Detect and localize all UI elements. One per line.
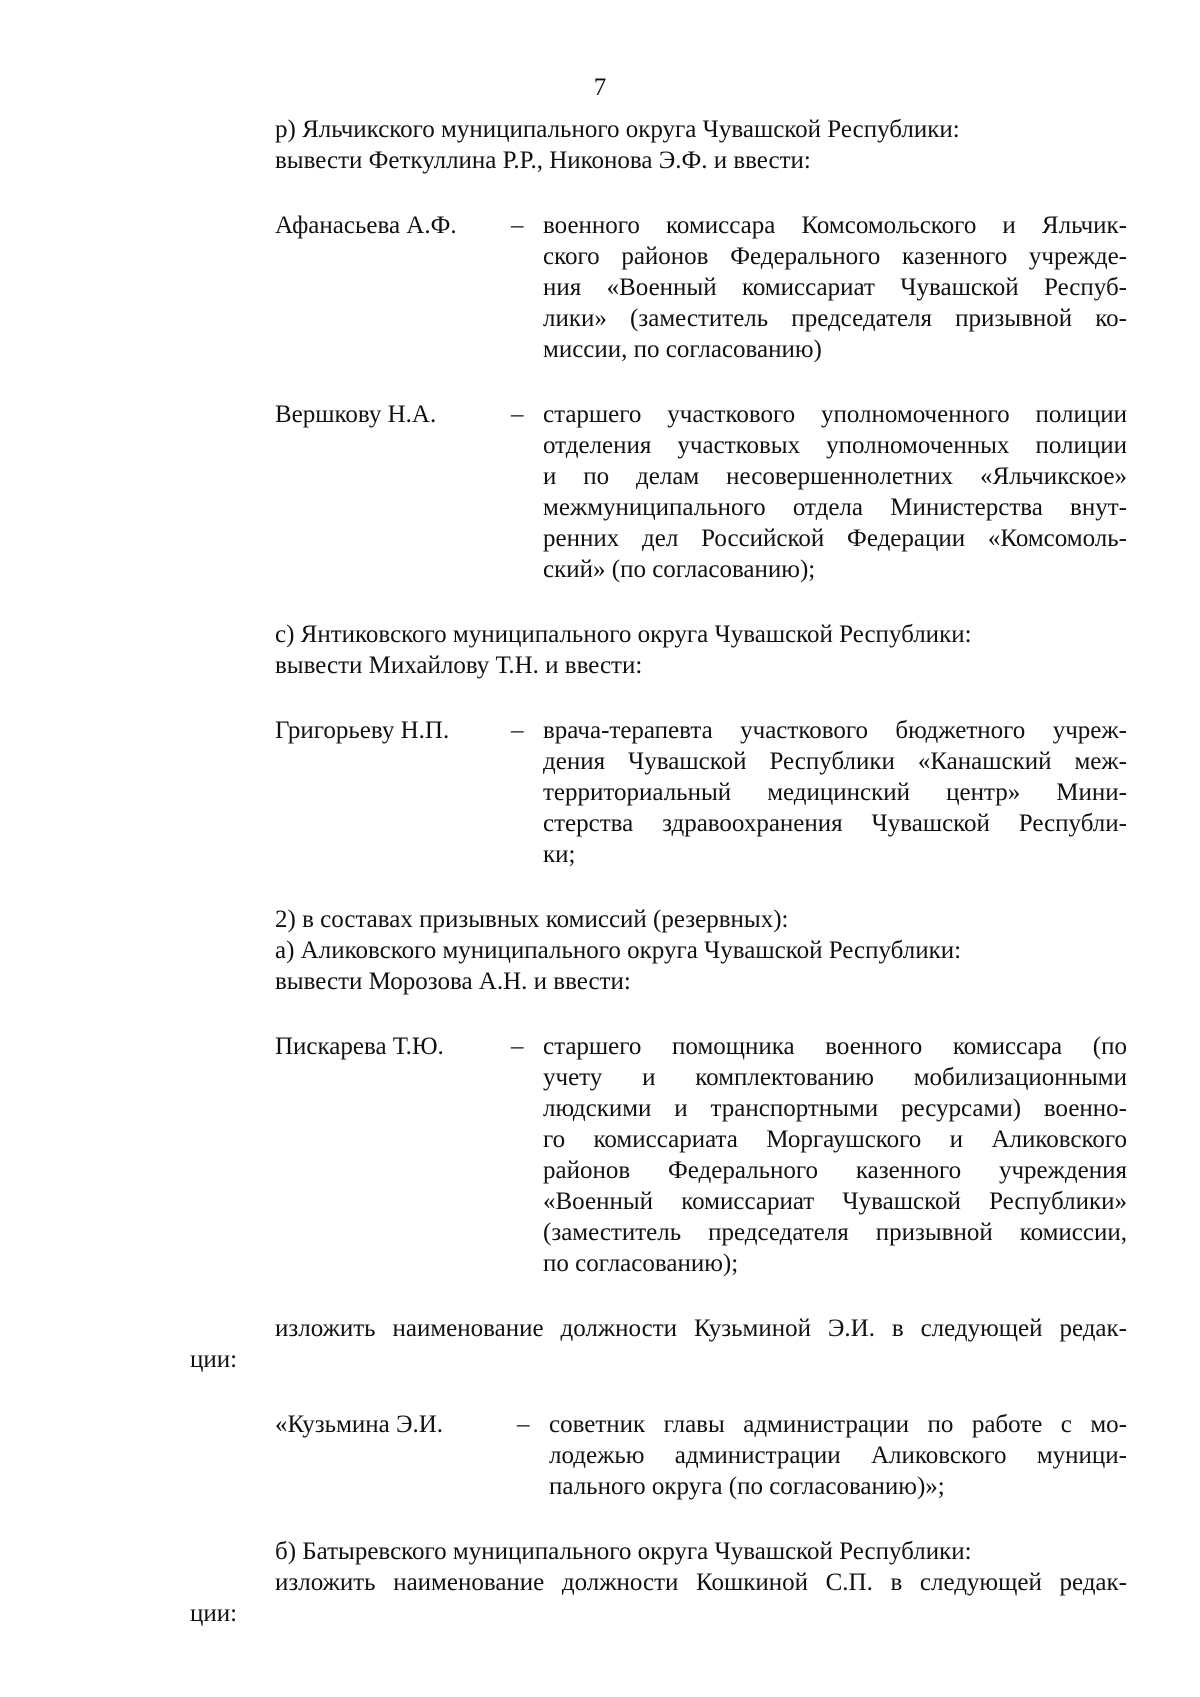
entry-afanasyeva <box>190 210 1127 365</box>
entry-person: Вершкову Н.А. <box>275 401 437 428</box>
desc-line: территориальный медицинский центр» Мини- <box>543 779 1127 806</box>
entry-dash: – <box>511 212 524 239</box>
entry-dash: – <box>511 1033 524 1060</box>
desc-line: учету и комплектованию мобилизационными <box>543 1064 1127 1091</box>
section-b-heading: б) Батыревского муниципального округа Чувашской Республики: <box>275 1538 972 1565</box>
entry-description <box>543 1031 1127 1279</box>
entry-person: Григорьеву Н.П. <box>275 717 450 744</box>
section-r-heading: р) Яльчикского муниципального округа Чувашской Республики: <box>275 116 960 143</box>
desc-line: го комиссариата Моргаушского и Аликовского <box>543 1126 1127 1153</box>
desc-line: людскими и транспортными ресурсами) военно- <box>543 1095 1127 1122</box>
desc-line: лики» (заместитель председателя призывной ко- <box>543 305 1127 332</box>
entry-description <box>543 210 1127 365</box>
desc-line: ренних дел Российской Федерации «Комсомоль- <box>543 525 1127 552</box>
section-s-heading: с) Янтиковского муниципального округа Чувашской Республики: <box>275 621 972 648</box>
desc-line: старшего участкового уполномоченного полиции <box>543 401 1127 428</box>
desc-line: ский» (по согласованию); <box>543 556 816 583</box>
entry-person: Пискарева Т.Ю. <box>275 1033 444 1060</box>
desc-line: и по делам несовершеннолетних «Яльчикское» <box>543 463 1127 490</box>
entry-dash: – <box>517 1411 530 1438</box>
entry-dash: – <box>511 717 524 744</box>
desc-line: старшего помощника военного комиссара (по <box>543 1033 1127 1060</box>
desc-line: стерства здравоохранения Чувашской Республи- <box>543 810 1127 837</box>
entry-grigoryeva <box>190 715 1127 870</box>
desc-line: районов Федерального казенного учреждения <box>543 1157 1127 1184</box>
entry-description <box>543 399 1127 585</box>
rename-kuzmina-line2: ции: <box>190 1346 238 1373</box>
desc-line: «Военный комиссариат Чувашской Республики» <box>543 1188 1127 1215</box>
desc-line: по согласованию); <box>543 1250 739 1277</box>
section-2-heading: 2) в составах призывных комиссий (резервных): <box>275 906 789 933</box>
section-2-subheading: а) Аликовского муниципального округа Чувашской Республики: <box>275 937 962 964</box>
section-2-instruction: вывести Морозова А.Н. и ввести: <box>275 968 631 995</box>
page-number: 7 <box>593 74 607 101</box>
desc-line: лодежью администрации Аликовского муници- <box>549 1442 1127 1469</box>
desc-line: военного комиссара Комсомольского и Яльчик- <box>543 212 1127 239</box>
rename-kuzmina-line1: изложить наименование должности Кузьминой Э.И. в следующей редак- <box>275 1315 1127 1342</box>
entry-dash: – <box>511 401 524 428</box>
desc-line: межмуниципального отдела Министерства внут- <box>543 494 1127 521</box>
entry-description <box>543 715 1127 870</box>
desc-line: врача-терапевта участкового бюджетного учреж- <box>543 717 1127 744</box>
desc-line: отделения участковых уполномоченных полиции <box>543 432 1127 459</box>
section-r-instruction: вывести Феткуллина Р.Р., Никонова Э.Ф. и ввести: <box>275 147 811 174</box>
rename-koshkina-line1: изложить наименование должности Кошкиной С.П. в следующей редак- <box>275 1569 1127 1596</box>
entry-vershkova <box>190 399 1127 585</box>
entry-person: «Кузьмина Э.И. <box>275 1411 444 1438</box>
desc-line: ки; <box>543 841 576 868</box>
rename-koshkina-line2: ции: <box>190 1600 238 1627</box>
entry-piskareva <box>190 1031 1127 1279</box>
desc-line: дения Чувашской Республики «Канашский меж- <box>543 748 1127 775</box>
desc-line: пального округа (по согласованию)»; <box>549 1473 945 1500</box>
desc-line: советник главы администрации по работе с мо- <box>549 1411 1127 1438</box>
desc-line: миссии, по согласованию) <box>543 336 822 363</box>
desc-line: (заместитель председателя призывной комиссии, <box>543 1219 1127 1246</box>
desc-line: ского районов Федерального казенного учрежде- <box>543 243 1127 270</box>
document-body <box>190 114 1127 1629</box>
entry-kuzmina <box>190 1409 1127 1502</box>
section-s-instruction: вывести Михайлову Т.Н. и ввести: <box>275 652 643 679</box>
desc-line: ния «Военный комиссариат Чувашской Респуб- <box>543 274 1127 301</box>
entry-person: Афанасьева А.Ф. <box>275 212 457 239</box>
entry-description <box>549 1409 1127 1502</box>
